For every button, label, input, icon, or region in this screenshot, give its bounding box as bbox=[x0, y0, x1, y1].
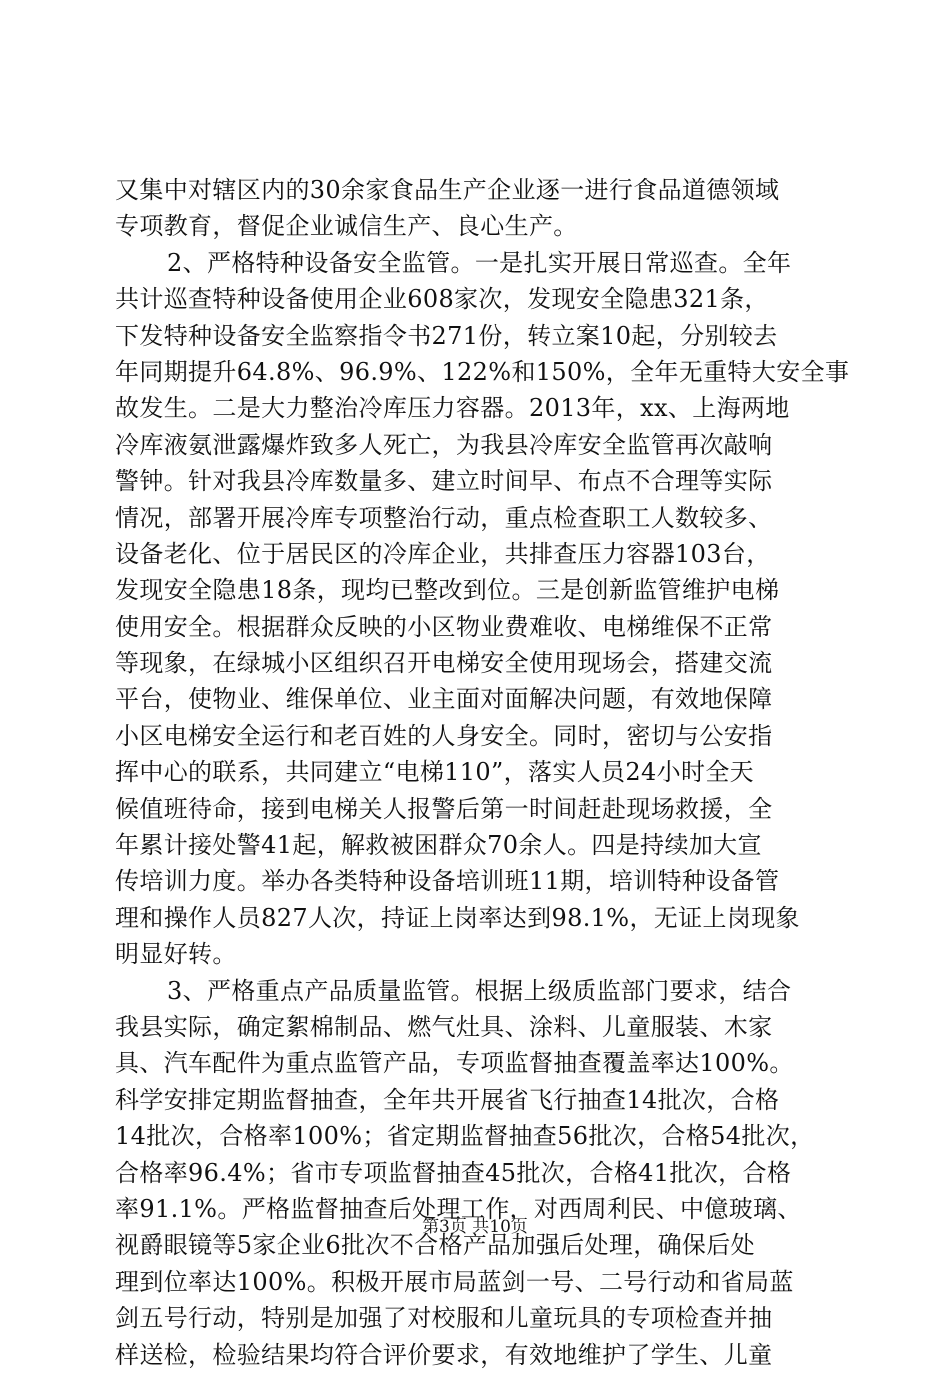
text-line: 样送检，检验结果均符合评价要求，有效地维护了学生、儿童 bbox=[115, 1340, 773, 1369]
text-line: 挥中心的联系，共同建立“电梯110”，落实人员24小时全天 bbox=[115, 758, 755, 787]
text-line: 我县实际，确定絮棉制品、燃气灶具、涂料、儿童服装、木家 bbox=[115, 1012, 773, 1041]
text-line: 具、汽车配件为重点监管产品，专项监督抽查覆盖率达100%。 bbox=[115, 1049, 794, 1078]
text-line: 专项教育，督促企业诚信生产、良心生产。 bbox=[115, 212, 578, 241]
text-line: 年同期提升64.8%、96.9%、122%和150%，全年无重特大安全事 bbox=[115, 357, 850, 386]
text-line: 情况，部署开展冷库专项整治行动，重点检查职工人数较多、 bbox=[115, 503, 773, 532]
text-line: 率91.1%。严格监督抽查后处理工作，对西周利民、中億玻璃、 bbox=[115, 1194, 802, 1223]
text-line: 候值班待命，接到电梯关人报警后第一时间赶赴现场救援，全 bbox=[115, 794, 773, 823]
text-line: 明显好转。 bbox=[115, 940, 237, 969]
text-line: 下发特种设备安全监察指令书271份，转立案10起，分别较去 bbox=[115, 321, 778, 350]
body-text bbox=[115, 172, 850, 1373]
text-line: 设备老化、位于居民区的冷库企业，共排查压力容器103台， bbox=[115, 539, 771, 568]
text-line: 科学安排定期监督抽查，全年共开展省飞行抽查14批次，合格 bbox=[115, 1085, 780, 1114]
text-line: 视爵眼镜等5家企业6批次不合格产品加强后处理，确保后处 bbox=[115, 1231, 755, 1260]
text-line: 3、严格重点产品质量监管。根据上级质监部门要求，结合 bbox=[167, 976, 792, 1005]
text-line: 使用安全。根据群众反映的小区物业费难收、电梯维保不正常 bbox=[115, 612, 773, 641]
text-line: 又集中对辖区内的30余家食品生产企业逐一进行食品道德领域 bbox=[115, 176, 780, 204]
text-line: 合格率96.4%；省市专项监督抽查45批次，合格41批次，合格 bbox=[115, 1158, 792, 1187]
text-line: 2、严格特种设备安全监管。一是扎实开展日常巡查。全年 bbox=[167, 248, 792, 277]
text-line: 平台，使物业、维保单位、业主面对面解决问题，有效地保障 bbox=[115, 685, 773, 714]
text-line: 理和操作人员827人次，持证上岗率达到98.1%，无证上岗现象 bbox=[115, 903, 800, 932]
text-line: 剑五号行动，特别是加强了对校服和儿童玩具的专项检查并抽 bbox=[115, 1304, 773, 1333]
text-line: 发现安全隐患18条，现均已整改到位。三是创新监管维护电梯 bbox=[115, 576, 780, 605]
text-line: 理到位率达100%。积极开展市局蓝剑一号、二号行动和省局蓝 bbox=[115, 1267, 794, 1296]
text-line: 故发生。二是大力整治冷库压力容器。2013年，xx、上海两地 bbox=[115, 394, 790, 423]
text-line: 等现象，在绿城小区组织召开电梯安全使用现场会，搭建交流 bbox=[115, 649, 773, 678]
text-line: 冷库液氨泄露爆炸致多人死亡，为我县冷库安全监管再次敲响 bbox=[115, 430, 773, 459]
text-line: 14批次，合格率100%；省定期监督抽查56批次，合格54批次， bbox=[115, 1122, 815, 1151]
text-line: 传培训力度。举办各类特种设备培训班11期，培训特种设备管 bbox=[115, 867, 780, 896]
page-footer: 第3页 共10页 bbox=[422, 1217, 528, 1237]
text-line: 年累计接处警41起，解救被困群众70余人。四是持续加大宣 bbox=[115, 831, 762, 860]
text-line: 共计巡查特种设备使用企业608家次，发现安全隐患321条， bbox=[115, 285, 769, 314]
text-line: 小区电梯安全运行和老百姓的人身安全。同时，密切与公安指 bbox=[115, 721, 773, 750]
text-line: 警钟。针对我县冷库数量多、建立时间早、布点不合理等实际 bbox=[115, 467, 773, 496]
